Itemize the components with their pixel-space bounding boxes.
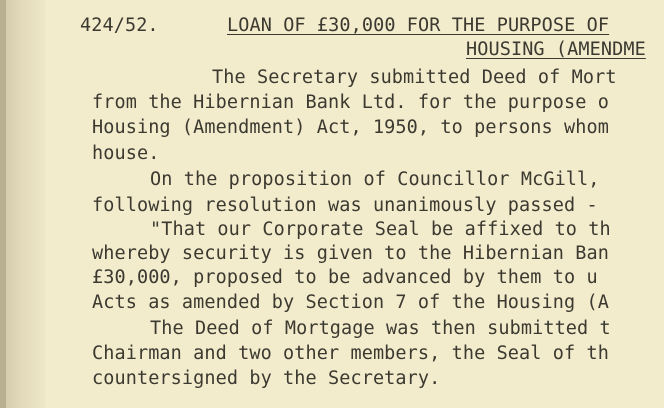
body-line: countersigned by the Secretary.: [92, 368, 441, 389]
page-binding-edge: [0, 0, 6, 408]
body-line: Housing (Amendment) Act, 1950, to persons whom: [92, 117, 609, 138]
body-line: "That our Corporate Seal be affixed to th: [150, 219, 611, 240]
body-line: Chairman and two other members, the Seal of th: [92, 343, 609, 364]
body-line: The Deed of Mortgage was then submitted t: [150, 318, 611, 339]
body-line: Acts as amended by Section 7 of the Housing (A: [92, 292, 609, 313]
body-line: from the Hibernian Bank Ltd. for the purpose o: [92, 92, 609, 113]
body-line: The Secretary submitted Deed of Mort: [212, 67, 617, 88]
page-binding-shadow: [0, 0, 46, 408]
minute-title-line-2: HOUSING (AMENDME: [466, 39, 646, 60]
body-line: following resolution was unanimously passed -: [92, 195, 598, 216]
body-line: On the proposition of Councillor McGill,: [150, 169, 600, 190]
minute-reference-number: 424/52.: [80, 15, 159, 36]
body-line: whereby security is given to the Hibernian Ban: [92, 243, 609, 264]
minute-title-line-1: LOAN OF £30,000 FOR THE PURPOSE OF: [227, 15, 610, 36]
body-line: house.: [92, 143, 160, 164]
body-line: £30,000, proposed to be advanced by them to u: [92, 267, 598, 288]
